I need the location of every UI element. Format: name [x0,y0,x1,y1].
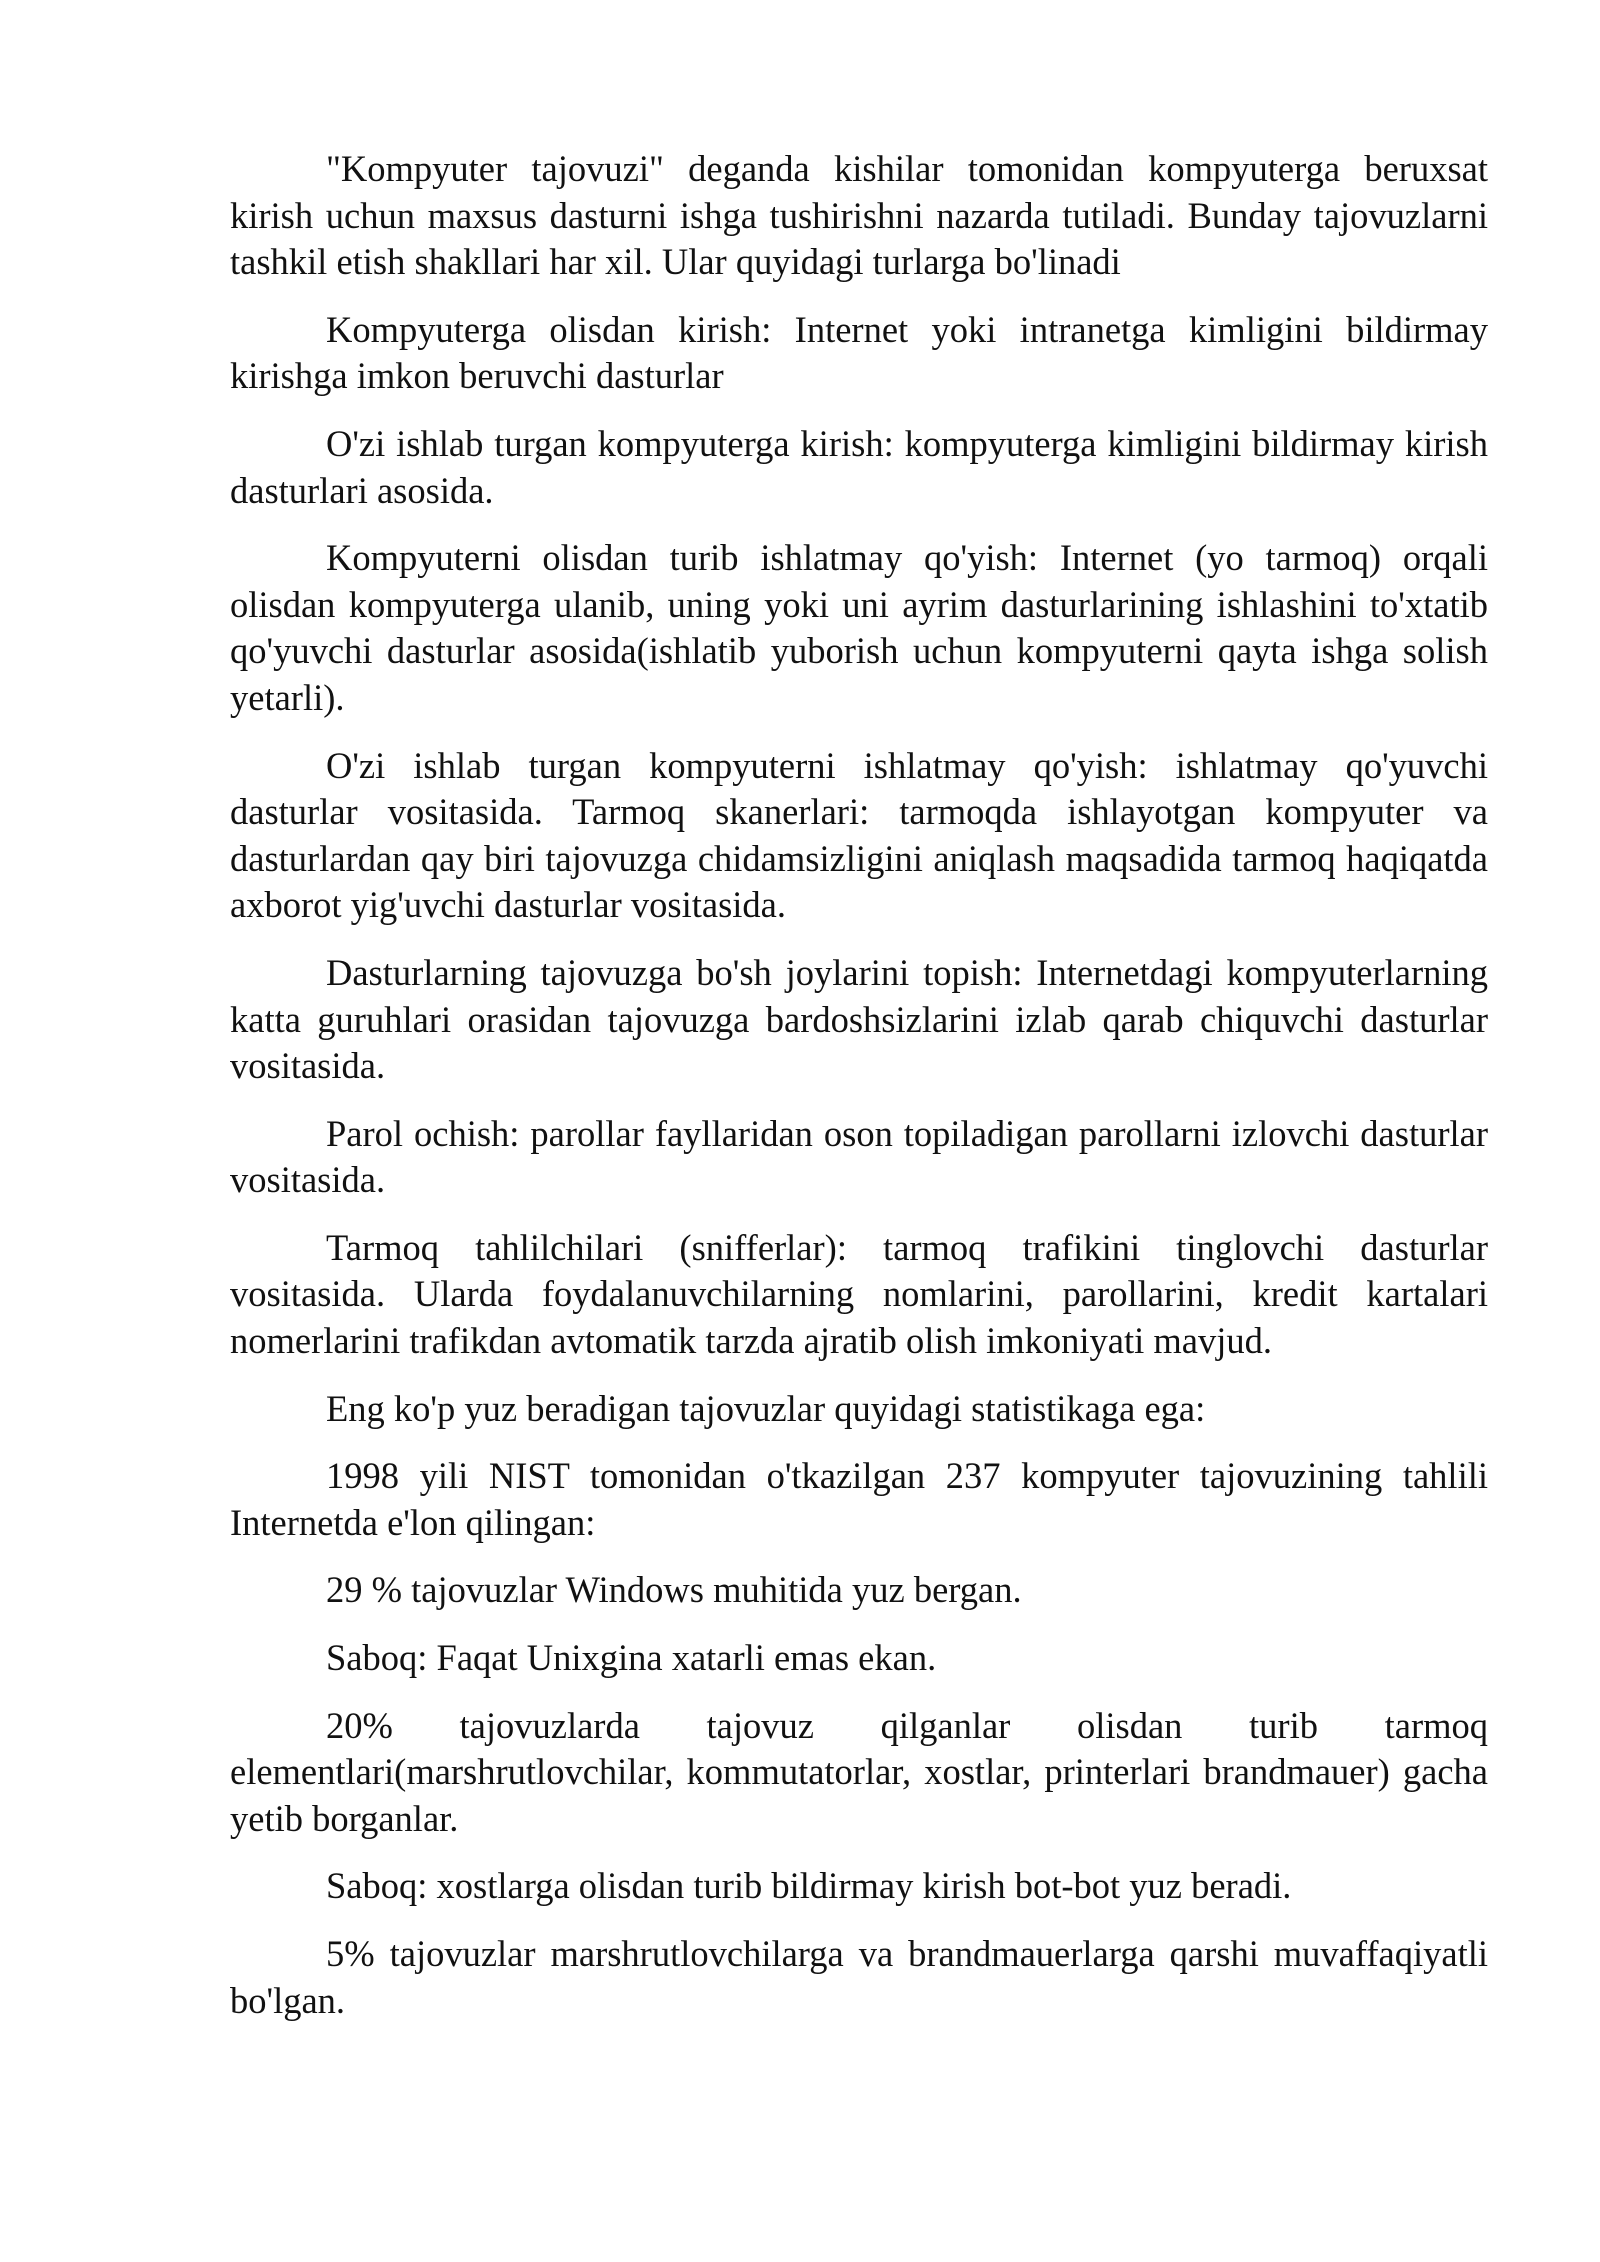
paragraph-password-cracking: Parol ochish: parollar fayllaridan oson topiladigan parollarni izlovchi dasturlar vositasida. [230,1112,1488,1201]
paragraph-local-disable: O'zi ishlab turgan kompyuterni ishlatmay qo'yish: ishlatmay qo'yuvchi dasturlar vositasida. Tarmoq skanerlari: tarmoqda ishlayotgan kompyuter va dasturlardan qay biri tajovuzga chidamsizligini aniqlash maqsadida tarmoq haqiqatda axborot yig'uvchi dasturlar vositasida. [230,744,1488,926]
paragraph-network-elements-stat: 20% tajovuzlarda tajovuz qilganlar olisdan turib tarmoq elementlari(marshrutlovchilar, kommutatorlar, xostlar, printerlari brandmauer) gacha yetib borganlar. [230,1704,1488,1839]
paragraph-windows-stat: 29 % tajovuzlar Windows muhitida yuz bergan. [326,1569,1022,1611]
paragraph-sniffers: Tarmoq tahlilchilari (snifferlar): tarmoq trafikini tinglovchi dasturlar vositasida. Ularda foydalanuvchilarning nomlarini, parollarini, kredit kartalari nomerlarini trafikdan avtomatik tarzda ajratib olish imkoniyati mavjud. [230,1226,1488,1362]
paragraph-vulnerability-search: Dasturlarning tajovuzga bo'sh joylarini topish: Internetdagi kompyuterlarning katta guruhlari orasidan tajovuzga bardoshsizlarini izlab qarab chiquvchi dasturlar vositasida. [230,951,1488,1087]
paragraph-routers-firewalls-stat: 5% tajovuzlar marshrutlovchilarga va brandmauerlarga qarshi muvaffaqiyatli bo'lgan. [230,1933,1488,2021]
paragraph-remote-disable: Kompyuterni olisdan turib ishlatmay qo'yish: Internet (yo tarmoq) orqali olisdan kompyuterga ulanib, uning yoki uni ayrim dasturlarining ishlashini to'xtatib qo'yuvchi dasturlar asosida(ishlatib yuborish uchun kompyuterni qayta ishga solish yetarli). [230,537,1488,718]
paragraph-statistics-intro: Eng ko'p yuz beradigan tajovuzlar quyidagi statistikaga ega: [326,1387,1206,1429]
paragraph-local-access: O'zi ishlab turgan kompyuterga kirish: kompyuterga kimligini bildirmay kirish dasturlari asosida. [230,422,1488,511]
paragraph-lesson-unix: Saboq: Faqat Unixgina xatarli emas ekan. [326,1637,937,1679]
document-page [230,146,1488,2045]
paragraph-nist-analysis: 1998 yili NIST tomonidan o'tkazilgan 237 kompyuter tajovuzining tahlili Internetda e'lon qilingan: [230,1455,1488,1543]
paragraph-attack-definition: "Kompyuter tajovuzi" deganda kishilar tomonidan kompyuterga beruxsat kirish uchun maxsus dasturni ishga tushirishni nazarda tutiladi. Bunday tajovuzlarni tashkil etish shakllari har xil. Ular quyidagi turlarga bo'linadi [230,148,1488,283]
paragraph-remote-access: Kompyuterga olisdan kirish: Internet yoki intranetga kimligini bildirmay kirishga imkon beruvchi dasturlar [230,308,1488,397]
paragraph-lesson-remote-hosts: Saboq: xostlarga olisdan turib bildirmay kirish bot-bot yuz beradi. [326,1865,1292,1907]
